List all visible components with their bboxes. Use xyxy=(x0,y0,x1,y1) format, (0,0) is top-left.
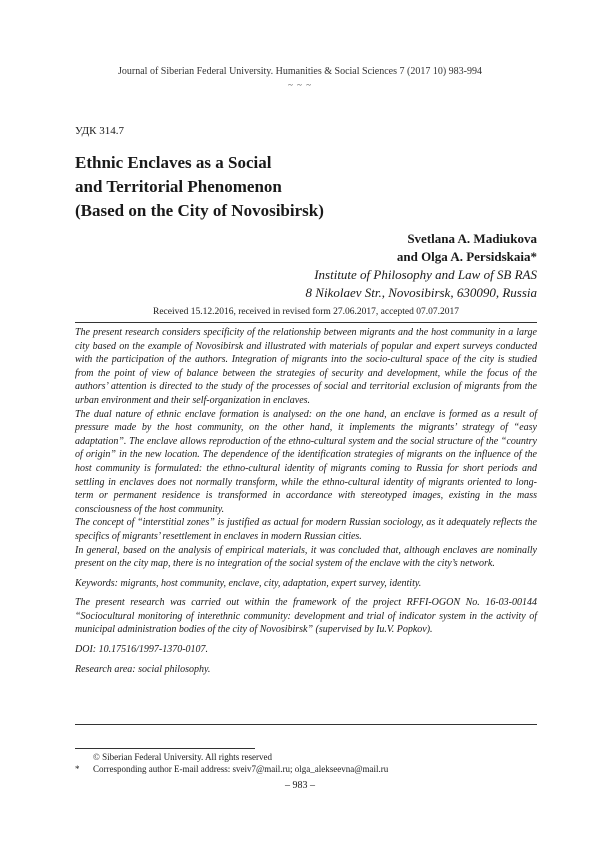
abstract-paragraph: The present research considers specificity of the relationship between migrants and the host community in a large city based on the example of Novosibirsk and illustrated with materials of popular and expert surveys conducted with the participation of the authors. Integration of migrants into the socio-cultural space of the city is studied from the point of view of balance between the strategies of security and development, while the focus of the authors’ attention is directed to the study of the processes of social and territorial exclusion of migrants from the urban environment and their self-organization in enclaves. xyxy=(75,327,537,406)
abstract xyxy=(75,326,537,676)
author-address: 8 Nikolaev Str., Novosibirsk, 630090, Russia xyxy=(305,285,537,300)
footnote-corresponding xyxy=(75,764,537,776)
corresponding-author-text: Corresponding author E-mail address: sveiv7@mail.ru; olga_alekseevna@mail.ru xyxy=(93,763,389,774)
footnote-mark: * xyxy=(75,763,80,774)
udk-code: УДК 314.7 xyxy=(75,125,125,137)
footnote-copyright xyxy=(75,752,537,764)
footnote-rule xyxy=(75,748,255,749)
research-area: Research area: social philosophy. xyxy=(75,663,211,675)
header-separator: ~ ~ ~ xyxy=(287,80,313,90)
doi: DOI: 10.17516/1997-1370-0107. xyxy=(75,644,209,656)
abstract-top-rule xyxy=(75,322,537,323)
article-title xyxy=(75,151,535,223)
author-affiliation: Institute of Philosophy and Law of SB RAS xyxy=(314,267,537,282)
abstract-paragraph: The dual nature of ethnic enclave formation is analysed: on the one hand, an enclave is formed as a result of pressure made by the host community, on the other hand, it implements the migrants’ strategy of “easy adaptation”. The enclave allows reproduction of the ethno-cultural system and the social structure of the “country of origin” in the new location. The dependence of the identification strategies of migrants on the influence of the host community is formulated: the ethno-cultural identity of migrants coming to Russia for short periods and settling in enclaves does not normally transform, while the ethno-cultural identity of migrants oriented to long-term or permanent residence is transformed in accordance with stereotyped images, existing in the mass consciousness of the host community. xyxy=(75,408,537,515)
abstract-bottom-rule xyxy=(75,724,537,725)
funding-note: The present research was carried out within the framework of the project RFFI-OGON No. 16-03-00144 “Sociocultural monitoring of interethnic community: development and trial of indicator system in the activity of municipal administration bodies of the city of Novosibirsk” (supervised by Iu.V. Popkov). xyxy=(75,597,537,636)
author-block xyxy=(137,230,537,302)
journal-header: Journal of Siberian Federal University. Humanities & Social Sciences 7 (2017 10) 983-994 xyxy=(118,66,482,77)
title-line: and Territorial Phenomenon xyxy=(75,177,282,196)
page-number: – 983 – xyxy=(285,780,315,791)
keywords: Keywords: migrants, host community, enclave, city, adaptation, expert survey, identity. xyxy=(75,577,422,589)
footnotes xyxy=(75,752,537,775)
title-line: Ethnic Enclaves as a Social xyxy=(75,153,272,172)
abstract-paragraph: In general, based on the analysis of empirical materials, it was concluded that, although enclaves are nominally present on the city map, there is no integration of the social system of the enclave with the city’s network. xyxy=(75,544,537,570)
received-dates: Received 15.12.2016, received in revised form 27.06.2017, accepted 07.07.2017 xyxy=(152,307,460,317)
abstract-paragraph: The concept of “interstitial zones” is justified as actual for modern Russian sociology, as it adequately reflects the specifics of migrants’ resettlement in enclaves in modern Russian cities. xyxy=(75,517,537,542)
author-name: Svetlana A. Madiukova xyxy=(407,231,537,246)
copyright-text: © Siberian Federal University. All rights reserved xyxy=(93,752,272,762)
title-line: (Based on the City of Novosibirsk) xyxy=(75,201,324,220)
author-name: and Olga A. Persidskaia* xyxy=(396,249,537,264)
